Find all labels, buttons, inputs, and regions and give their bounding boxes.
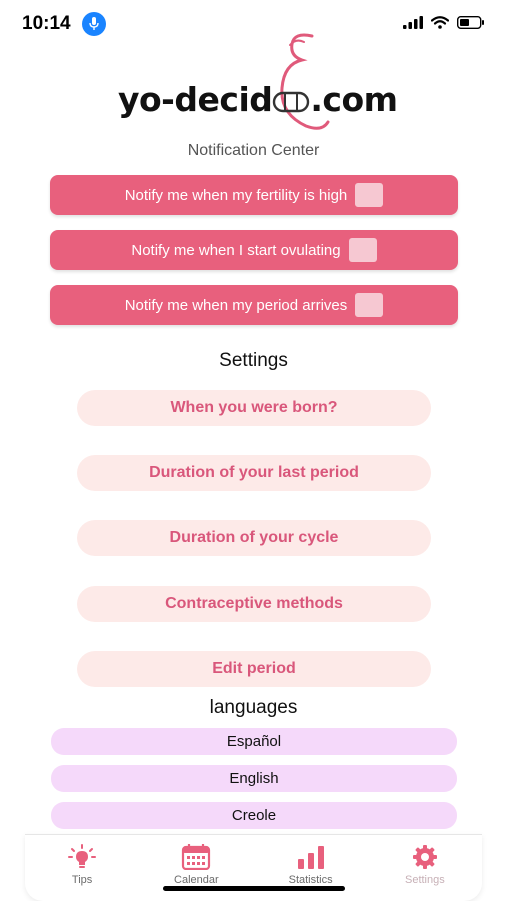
cycle-duration-button[interactable]: Duration of your cycle <box>77 520 431 556</box>
logo-text-prefix: yo-decid <box>118 80 273 119</box>
calendar-icon <box>181 844 211 870</box>
settings-title: Settings <box>219 350 288 371</box>
logo-text-suffix: .com <box>310 80 398 119</box>
last-period-duration-button[interactable]: Duration of your last period <box>77 455 431 491</box>
tab-statistics[interactable] <box>265 835 356 886</box>
tab-calendar-label: Calendar <box>174 874 219 886</box>
tab-settings-label: Settings <box>404 874 445 886</box>
wifi-icon <box>431 16 449 29</box>
app-logo <box>0 30 507 140</box>
notify-ovulating-toggle[interactable] <box>50 230 458 270</box>
tab-calendar[interactable] <box>151 835 242 886</box>
language-english-button[interactable]: English <box>51 765 457 792</box>
gear-icon <box>410 844 440 870</box>
home-indicator[interactable] <box>163 886 345 891</box>
tab-statistics-label: Statistics <box>288 874 333 886</box>
tab-settings[interactable] <box>379 835 470 886</box>
language-creole-button[interactable]: Creole <box>51 802 457 829</box>
edit-period-button[interactable]: Edit period <box>77 651 431 687</box>
logo-text <box>118 80 398 119</box>
logo-capsule-icon <box>272 80 310 119</box>
notify-fertility-toggle[interactable] <box>50 175 458 215</box>
contraceptive-methods-button[interactable]: Contraceptive methods <box>77 586 431 622</box>
notify-period-label: Notify me when my period arrives <box>124 296 348 314</box>
status-icons <box>403 16 485 29</box>
battery-icon <box>457 16 485 29</box>
notify-period-checkbox[interactable] <box>355 293 383 317</box>
languages-title: languages <box>209 697 298 718</box>
notify-fertility-checkbox[interactable] <box>355 183 383 207</box>
signal-icon <box>403 16 423 29</box>
notify-ovulating-checkbox[interactable] <box>349 238 377 262</box>
status-time: 10:14 <box>22 13 71 34</box>
notify-period-toggle[interactable] <box>50 285 458 325</box>
language-espanol-button[interactable]: Español <box>51 728 457 755</box>
notify-fertility-label: Notify me when my fertility is high <box>124 186 348 204</box>
birth-date-button[interactable]: When you were born? <box>77 390 431 426</box>
tab-tips[interactable] <box>36 835 127 886</box>
lightbulb-icon <box>67 844 97 870</box>
notify-ovulating-label: Notify me when I start ovulating <box>131 241 341 259</box>
notification-center-title: Notification Center <box>187 142 320 159</box>
bar-chart-icon <box>296 844 326 870</box>
tab-tips-label: Tips <box>71 874 93 886</box>
